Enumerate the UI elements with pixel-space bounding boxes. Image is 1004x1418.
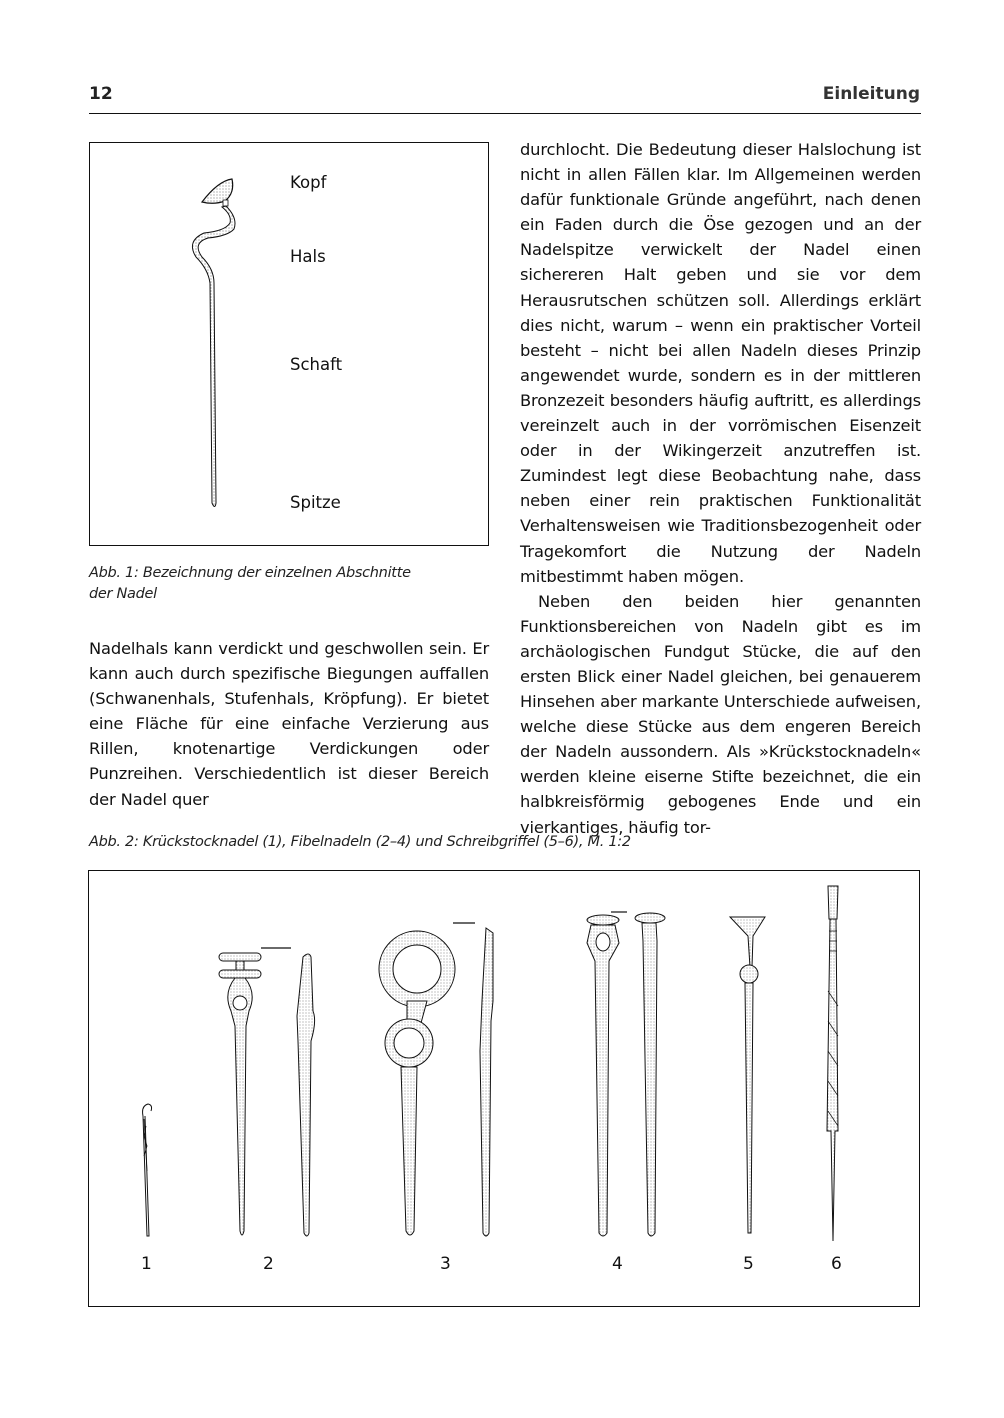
- header-rule: [89, 113, 921, 114]
- body-paragraph: Nadelhals kann verdickt und geschwollen sein. Er kann auch durch spezifische Biegungen auffallen (Schwanenhals, Stufenhals, Kröpfung). Er bietet eine Fläche für eine einfache Verzierung aus Rillen, knotenartige Verdickungen oder Punzreihen. Verschiedentlich ist dieser Bereich der Nadel quer: [89, 639, 489, 809]
- item-number: 4: [612, 1254, 623, 1274]
- pins-and-styli-drawing: [89, 871, 919, 1306]
- figure-1-frame: [89, 142, 489, 546]
- label-schaft: Schaft: [290, 355, 343, 374]
- label-kopf: Kopf: [290, 173, 327, 192]
- label-spitze: Spitze: [290, 493, 341, 512]
- figure-1-caption: Abb. 1: Bezeichnung der einzelnen Abschnitte der Nadel: [89, 565, 411, 602]
- item-number: 5: [743, 1254, 754, 1274]
- item-number: 6: [831, 1254, 842, 1274]
- body-paragraph: Neben den beiden hier genannten Funktionsbereichen von Nadeln gibt es im archäologischen Fundgut Stücke, die auf den ersten Blick einer Nadel gleichen, bei genauerem Hinsehen aber markante Unterschiede aufweisen, welche diese Stücke aus dem engeren Bereich der Nadeln aussondern. Als »Krückstocknadeln« werden kleine eiserne Stifte bezeichnet, die ein halbkreisförmig gebogenes Ende und ein vierkantiges, häufig tor-: [520, 591, 921, 837]
- right-column-text: [520, 137, 921, 840]
- item-number: 1: [141, 1254, 152, 1274]
- section-title: Einleitung: [822, 84, 920, 104]
- label-hals: Hals: [290, 247, 326, 266]
- page-number: 12: [89, 84, 113, 104]
- needle-anatomy-drawing: [90, 143, 488, 545]
- item-number: 3: [440, 1254, 451, 1274]
- body-paragraph: durchlocht. Die Bedeutung dieser Halslochung ist nicht in allen Fällen klar. Im Allgemeinen werden dafür funktionale Gründe angeführt, nach denen ein Faden durch die Öse gezogen und an der Nadelspitze verwickelt der Nadel einen sichereren Halt geben und sie vor dem Herausrutschen schützen soll. Allerdings erklärt dies nicht, warum – wenn ein praktischer Vorteil besteht – nicht bei allen Nadeln dieses Prinzip angewendet wurde, sondern es in der mittleren Bronzezeit besonders häufig auftritt, es allerdings vereinzelt auch in der vorrömischen Eisenzeit oder in der Wikingerzeit anzutreffen ist. Zumindest legt diese Beobachtung nahe, dass neben einer rein praktischen Funktionalität Verhaltensweisen wie Traditionsbezogenheit oder Tragekomfort die Nutzung der Nadeln mitbestimmt haben mögen.: [520, 140, 921, 586]
- figure-2-frame: [88, 870, 920, 1307]
- left-column-text: [89, 636, 489, 812]
- item-number: 2: [263, 1254, 274, 1274]
- figure-2-caption: Abb. 2: Krückstocknadel (1), Fibelnadeln (2–4) und Schreibgriffel (5–6), M. 1:2: [89, 834, 631, 850]
